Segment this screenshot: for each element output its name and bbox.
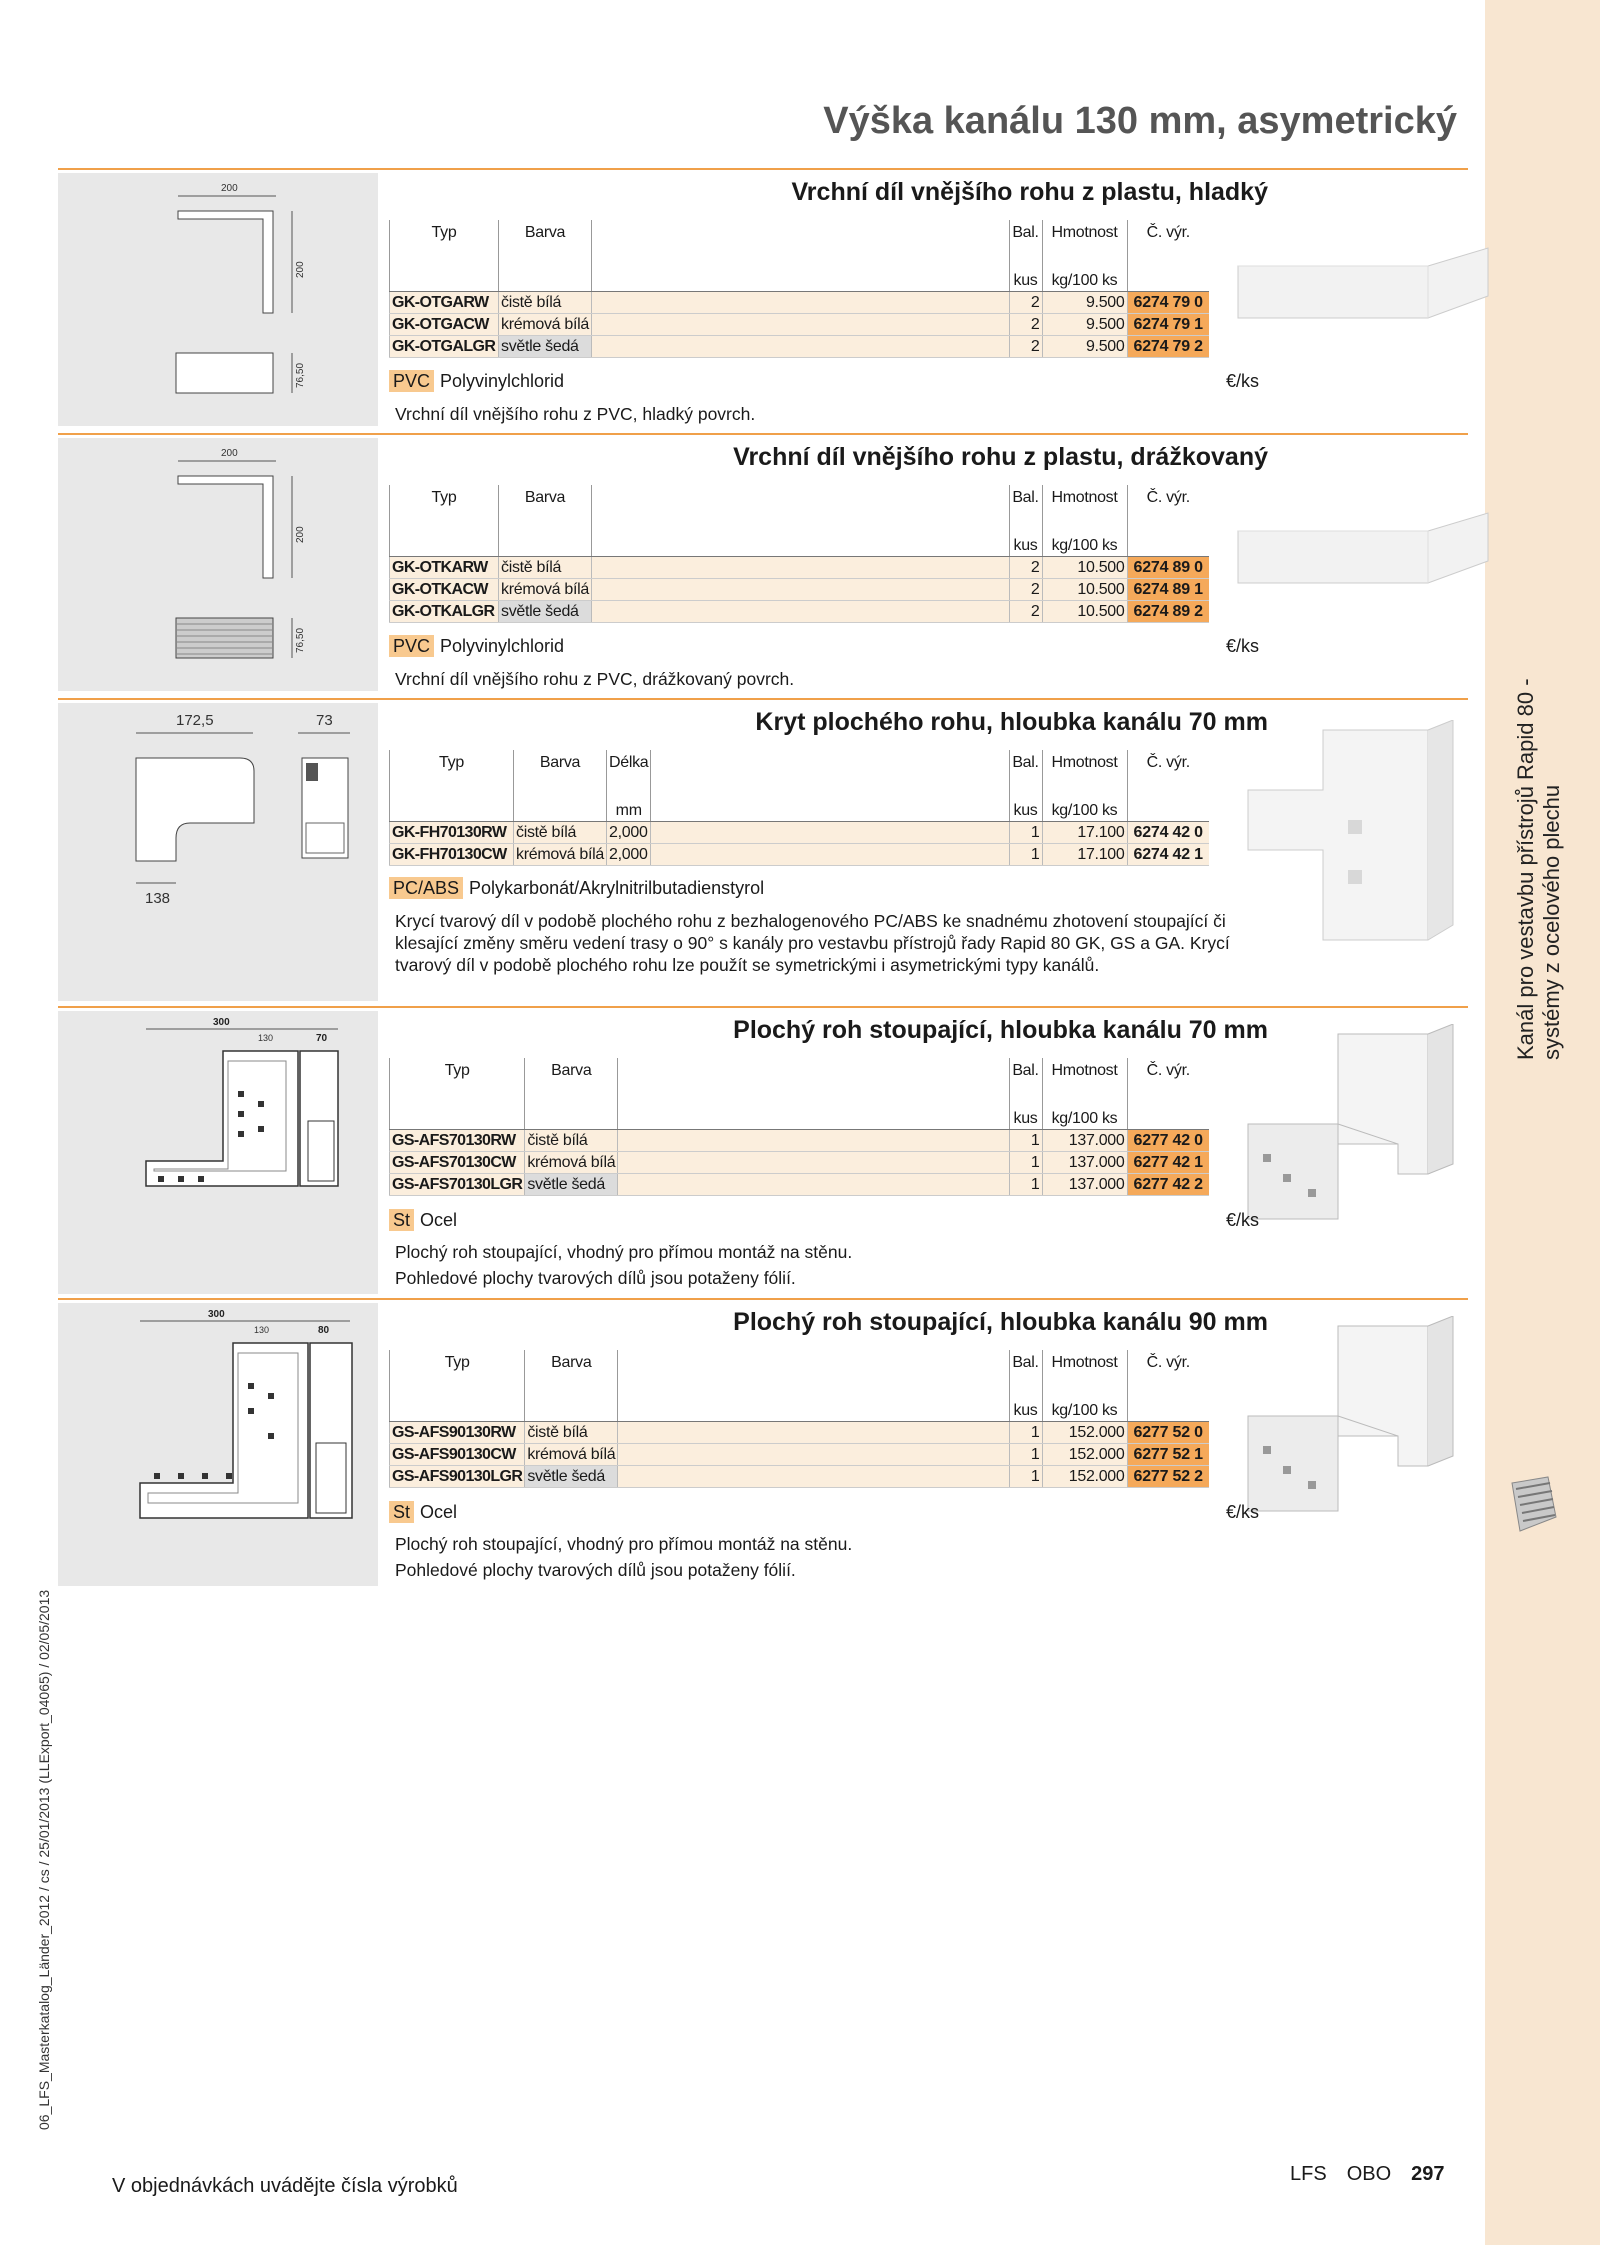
- col-header-hmotnost: Hmotnost: [1042, 485, 1127, 535]
- table-cell: [651, 800, 1009, 822]
- table-cell: [592, 220, 1010, 270]
- table-cell: 6277 42 0: [1127, 1130, 1209, 1152]
- dim-label: 80: [318, 1325, 330, 1336]
- table-cell: GS-AFS90130LGR: [390, 1466, 525, 1488]
- price-unit: €/ks: [1226, 1502, 1260, 1522]
- table-cell: 9.500: [1042, 336, 1127, 358]
- col-header-hmotnost: Hmotnost: [1042, 1350, 1127, 1400]
- table-cell: 152.000: [1042, 1422, 1127, 1444]
- table-cell: [651, 844, 1009, 866]
- table-cell: GK-OTGALGR: [390, 336, 499, 358]
- dim-label: 200: [221, 448, 238, 459]
- col-header-cvyr: Č. výr.: [1127, 1058, 1209, 1108]
- technical-drawing: [58, 438, 378, 691]
- material-line: [389, 636, 564, 657]
- table-row: [390, 1152, 1210, 1174]
- table-cell: GS-AFS90130RW: [390, 1422, 525, 1444]
- table-cell: krémová bílá: [525, 1152, 618, 1174]
- table-cell: čistě bílá: [514, 822, 607, 844]
- table-cell: čistě bílá: [499, 557, 592, 579]
- table-cell: krémová bílá: [499, 579, 592, 601]
- product-table: [389, 1350, 1209, 1488]
- product-table: [389, 750, 1209, 866]
- section-divider: [58, 1006, 1468, 1008]
- table-cell: GK-OTGACW: [390, 314, 499, 336]
- dim-label: 200: [295, 526, 306, 543]
- channel-product-icon: [1508, 1475, 1560, 1535]
- product-photo: [1228, 720, 1498, 945]
- table-cell: [592, 557, 1010, 579]
- material-name: Ocel: [420, 1210, 458, 1230]
- table-cell: [592, 292, 1010, 314]
- table-cell: 6274 79 0: [1127, 292, 1209, 314]
- material-code: PVC: [389, 370, 434, 392]
- table-cell: 2: [1009, 601, 1042, 623]
- table-cell: [618, 1108, 1009, 1130]
- technical-drawing: [58, 1303, 378, 1586]
- col-header-hmotnost: Hmotnost: [1042, 1058, 1127, 1108]
- table-cell: 2: [1009, 314, 1042, 336]
- table-cell: [1127, 270, 1209, 292]
- col-header-hmotnost: Hmotnost: [1042, 220, 1127, 270]
- table-cell: [651, 750, 1009, 800]
- col-header-barva: Barva: [514, 750, 607, 800]
- table-cell: [618, 1466, 1009, 1488]
- table-cell: [592, 535, 1010, 557]
- page-title: Výška kanálu 130 mm, asymetrický: [823, 100, 1457, 142]
- table-cell: 2: [1009, 579, 1042, 601]
- table-cell: GK-OTKALGR: [390, 601, 499, 623]
- table-cell: [651, 822, 1009, 844]
- dim-label: 138: [145, 890, 171, 907]
- table-cell: 6274 42 0: [1127, 822, 1209, 844]
- table-cell: světle šedá: [499, 601, 592, 623]
- table-cell: [1127, 1400, 1209, 1422]
- material-line: [389, 878, 764, 899]
- table-cell: GS-AFS70130RW: [390, 1130, 525, 1152]
- table-cell: GS-AFS70130LGR: [390, 1174, 525, 1196]
- dim-label: 300: [208, 1309, 225, 1320]
- table-row: [390, 1174, 1210, 1196]
- technical-drawing: [58, 703, 378, 1001]
- table-cell: 10.500: [1042, 579, 1127, 601]
- table-row: [390, 1466, 1210, 1488]
- col-header-bal: Bal.: [1009, 220, 1042, 270]
- table-cell: 6277 52 0: [1127, 1422, 1209, 1444]
- table-cell: 2,000: [607, 822, 651, 844]
- table-cell: [618, 1152, 1009, 1174]
- table-cell: [618, 1058, 1009, 1108]
- table-row: [390, 822, 1210, 844]
- page-footer: [1290, 2163, 1445, 2186]
- unit-label: kus: [1009, 800, 1042, 822]
- col-header-bal: Bal.: [1009, 485, 1042, 535]
- section-description: Pohledové plochy tvarových dílů jsou potaženy fólií.: [395, 1560, 796, 1580]
- product-section: [58, 168, 1468, 431]
- dim-label: 300: [213, 1017, 230, 1028]
- col-header-typ: Typ: [390, 750, 514, 800]
- dim-label: 200: [295, 261, 306, 278]
- product-photo: [1228, 246, 1498, 326]
- table-cell: 1: [1009, 822, 1042, 844]
- col-header-bal: Bal.: [1009, 1058, 1042, 1108]
- dim-label: 76,50: [295, 627, 306, 653]
- section-divider: [58, 168, 1468, 170]
- dim-label: 172,5: [176, 712, 214, 729]
- table-cell: [592, 485, 1010, 535]
- table-cell: GK-FH70130CW: [390, 844, 514, 866]
- table-cell: [499, 270, 592, 292]
- side-bar: [1485, 0, 1600, 2245]
- table-cell: 6277 42 2: [1127, 1174, 1209, 1196]
- section-description: Vrchní díl vnějšího rohu z PVC, drážkovaný povrch.: [395, 669, 795, 689]
- brand-obo: OBO: [1346, 2163, 1392, 2185]
- table-cell: 2: [1009, 292, 1042, 314]
- section-title: Plochý roh stoupající, hloubka kanálu 70 mm: [733, 1016, 1268, 1044]
- unit-label: mm: [607, 800, 651, 822]
- dim-label: 200: [221, 183, 238, 194]
- table-cell: [390, 270, 499, 292]
- col-header-typ: Typ: [390, 220, 499, 270]
- table-row: [390, 1422, 1210, 1444]
- table-row: [390, 844, 1210, 866]
- dim-label: 76,50: [295, 362, 306, 388]
- product-section: [58, 1006, 1468, 1296]
- page-number: 297: [1411, 2163, 1445, 2185]
- material-name: Polykarbonát/Akrylnitrilbutadienstyrol: [469, 878, 765, 898]
- material-name: Ocel: [420, 1502, 458, 1522]
- table-cell: 137.000: [1042, 1174, 1127, 1196]
- section-title: Vrchní díl vnějšího rohu z plastu, hladký: [791, 178, 1268, 206]
- table-cell: 137.000: [1042, 1130, 1127, 1152]
- table-cell: GK-OTKACW: [390, 579, 499, 601]
- table-cell: [1127, 1108, 1209, 1130]
- table-cell: [592, 601, 1010, 623]
- col-header-typ: Typ: [390, 1350, 525, 1400]
- table-row: [390, 1444, 1210, 1466]
- table-row: [390, 314, 1210, 336]
- section-divider: [58, 1298, 1468, 1300]
- table-cell: krémová bílá: [514, 844, 607, 866]
- section-title: Vrchní díl vnějšího rohu z plastu, drážkovaný: [733, 443, 1268, 471]
- table-cell: 1: [1009, 1152, 1042, 1174]
- table-row: [390, 292, 1210, 314]
- table-cell: 6274 79 1: [1127, 314, 1209, 336]
- table-cell: [618, 1130, 1009, 1152]
- material-code: St: [389, 1501, 414, 1523]
- section-description: Plochý roh stoupající, vhodný pro přímou montáž na stěnu.: [395, 1534, 853, 1554]
- material-name: Polyvinylchlorid: [440, 636, 565, 656]
- sidebar-caption: Kanál pro vestavbu přístrojů Rapid 80 - systémy z ocelového plechu: [1513, 678, 1564, 1060]
- table-cell: 17.100: [1042, 844, 1127, 866]
- material-line: [389, 371, 564, 392]
- table-cell: 2: [1009, 336, 1042, 358]
- product-section: [58, 1298, 1468, 1588]
- table-cell: 1: [1009, 1466, 1042, 1488]
- table-cell: [1127, 535, 1209, 557]
- table-cell: [390, 535, 499, 557]
- section-divider: [58, 433, 1468, 435]
- section-title: Plochý roh stoupající, hloubka kanálu 90 mm: [733, 1308, 1268, 1336]
- table-cell: [499, 535, 592, 557]
- product-table: [389, 220, 1209, 358]
- product-section: [58, 433, 1468, 696]
- material-code: St: [389, 1209, 414, 1231]
- table-cell: [1127, 800, 1209, 822]
- brand-lfs: LFS: [1290, 2163, 1327, 2185]
- section-description: Vrchní díl vnějšího rohu z PVC, hladký povrch.: [395, 404, 756, 424]
- table-cell: 6274 42 1: [1127, 844, 1209, 866]
- table-cell: světle šedá: [525, 1466, 618, 1488]
- table-cell: 2,000: [607, 844, 651, 866]
- material-code: PVC: [389, 635, 434, 657]
- unit-label: kus: [1009, 270, 1042, 292]
- product-table: [389, 485, 1209, 623]
- unit-label: kg/100 ks: [1042, 270, 1127, 292]
- unit-label: kus: [1009, 535, 1042, 557]
- table-cell: [592, 336, 1010, 358]
- table-row: [390, 601, 1210, 623]
- unit-label: kus: [1009, 1108, 1042, 1130]
- col-header-delka: Délka: [607, 750, 651, 800]
- col-header-hmotnost: Hmotnost: [1042, 750, 1127, 800]
- table-cell: 1: [1009, 1444, 1042, 1466]
- table-cell: 6274 79 2: [1127, 336, 1209, 358]
- section-description: Krycí tvarový díl v podobě plochého rohu z bezhalogenového PC/ABS ke snadnému zhotovení stoupající či klesající změny směru vedení trasy o 90° s kanály pro vestavbu přístrojů řady Rapid 80 GK, GS a GA. Krycí tvarový díl v podobě plochého rohu lze použít se symetrickými i asymetrickými typy kanálů.: [395, 911, 1230, 975]
- technical-drawing: [58, 173, 378, 426]
- table-cell: 2: [1009, 557, 1042, 579]
- unit-label: kg/100 ks: [1042, 1400, 1127, 1422]
- table-cell: GK-OTKARW: [390, 557, 499, 579]
- col-header-barva: Barva: [499, 220, 592, 270]
- table-cell: 6274 89 1: [1127, 579, 1209, 601]
- table-cell: světle šedá: [525, 1174, 618, 1196]
- table-cell: [525, 1400, 618, 1422]
- table-cell: [618, 1174, 1009, 1196]
- col-header-bal: Bal.: [1009, 750, 1042, 800]
- table-cell: 9.500: [1042, 314, 1127, 336]
- table-cell: [592, 579, 1010, 601]
- unit-label: kus: [1009, 1400, 1042, 1422]
- material-line: [389, 1210, 457, 1231]
- table-cell: 1: [1009, 844, 1042, 866]
- table-cell: 1: [1009, 1130, 1042, 1152]
- material-line: [389, 1502, 457, 1523]
- product-table: [389, 1058, 1209, 1196]
- unit-label: kg/100 ks: [1042, 800, 1127, 822]
- col-header-barva: Barva: [499, 485, 592, 535]
- table-row: [390, 579, 1210, 601]
- table-cell: čistě bílá: [499, 292, 592, 314]
- dim-label: 130: [254, 1325, 270, 1335]
- table-cell: světle šedá: [499, 336, 592, 358]
- table-cell: čistě bílá: [525, 1130, 618, 1152]
- col-header-cvyr: Č. výr.: [1127, 1350, 1209, 1400]
- table-cell: [592, 314, 1010, 336]
- table-cell: 10.500: [1042, 557, 1127, 579]
- table-cell: [618, 1350, 1009, 1400]
- table-cell: 137.000: [1042, 1152, 1127, 1174]
- price-unit: €/ks: [1226, 1210, 1260, 1230]
- col-header-cvyr: Č. výr.: [1127, 485, 1209, 535]
- price-unit: €/ks: [1226, 636, 1260, 656]
- table-cell: 6277 42 1: [1127, 1152, 1209, 1174]
- print-meta: 06_LFS_Masterkatalog_Länder_2012 / cs / 25/01/2013 (LLExport_04065) / 02/05/2013: [36, 1589, 52, 2130]
- unit-label: kg/100 ks: [1042, 535, 1127, 557]
- technical-drawing: [58, 1011, 378, 1294]
- table-cell: 152.000: [1042, 1466, 1127, 1488]
- table-cell: [525, 1108, 618, 1130]
- table-cell: GK-FH70130RW: [390, 822, 514, 844]
- table-cell: [514, 800, 607, 822]
- unit-label: kg/100 ks: [1042, 1108, 1127, 1130]
- table-cell: 6277 52 2: [1127, 1466, 1209, 1488]
- table-cell: 17.100: [1042, 822, 1127, 844]
- dim-label: 70: [316, 1033, 328, 1044]
- table-cell: [390, 1400, 525, 1422]
- material-name: Polyvinylchlorid: [440, 371, 565, 391]
- col-header-barva: Barva: [525, 1350, 618, 1400]
- col-header-bal: Bal.: [1009, 1350, 1042, 1400]
- table-cell: GK-OTGARW: [390, 292, 499, 314]
- product-photo: [1228, 511, 1498, 591]
- product-photo: [1228, 1024, 1498, 1224]
- col-header-barva: Barva: [525, 1058, 618, 1108]
- section-title: Kryt plochého rohu, hloubka kanálu 70 mm: [755, 708, 1268, 736]
- table-cell: 6274 89 0: [1127, 557, 1209, 579]
- product-photo: [1228, 1316, 1498, 1516]
- section-description: Pohledové plochy tvarových dílů jsou potaženy fólií.: [395, 1268, 796, 1288]
- dim-label: 73: [316, 712, 333, 729]
- product-section: [58, 698, 1468, 1006]
- table-cell: krémová bílá: [499, 314, 592, 336]
- order-note: V objednávkách uvádějte čísla výrobků: [112, 2175, 458, 2197]
- table-cell: krémová bílá: [525, 1444, 618, 1466]
- section-description: Plochý roh stoupající, vhodný pro přímou montáž na stěnu.: [395, 1242, 853, 1262]
- table-cell: 10.500: [1042, 601, 1127, 623]
- col-header-typ: Typ: [390, 485, 499, 535]
- table-cell: čistě bílá: [525, 1422, 618, 1444]
- table-cell: 9.500: [1042, 292, 1127, 314]
- table-cell: [592, 270, 1010, 292]
- table-cell: [618, 1422, 1009, 1444]
- table-cell: [390, 1108, 525, 1130]
- table-row: [390, 1130, 1210, 1152]
- table-cell: [618, 1444, 1009, 1466]
- table-cell: 6274 89 2: [1127, 601, 1209, 623]
- col-header-typ: Typ: [390, 1058, 525, 1108]
- table-cell: GS-AFS90130CW: [390, 1444, 525, 1466]
- table-cell: GS-AFS70130CW: [390, 1152, 525, 1174]
- table-cell: [618, 1400, 1009, 1422]
- material-code: PC/ABS: [389, 877, 463, 899]
- table-cell: 6277 52 1: [1127, 1444, 1209, 1466]
- table-cell: 152.000: [1042, 1444, 1127, 1466]
- col-header-cvyr: Č. výr.: [1127, 750, 1209, 800]
- col-header-cvyr: Č. výr.: [1127, 220, 1209, 270]
- table-cell: 1: [1009, 1422, 1042, 1444]
- section-divider: [58, 698, 1468, 700]
- table-row: [390, 336, 1210, 358]
- table-cell: 1: [1009, 1174, 1042, 1196]
- price-unit: €/ks: [1226, 371, 1260, 391]
- table-row: [390, 557, 1210, 579]
- dim-label: 130: [258, 1033, 274, 1043]
- table-cell: [390, 800, 514, 822]
